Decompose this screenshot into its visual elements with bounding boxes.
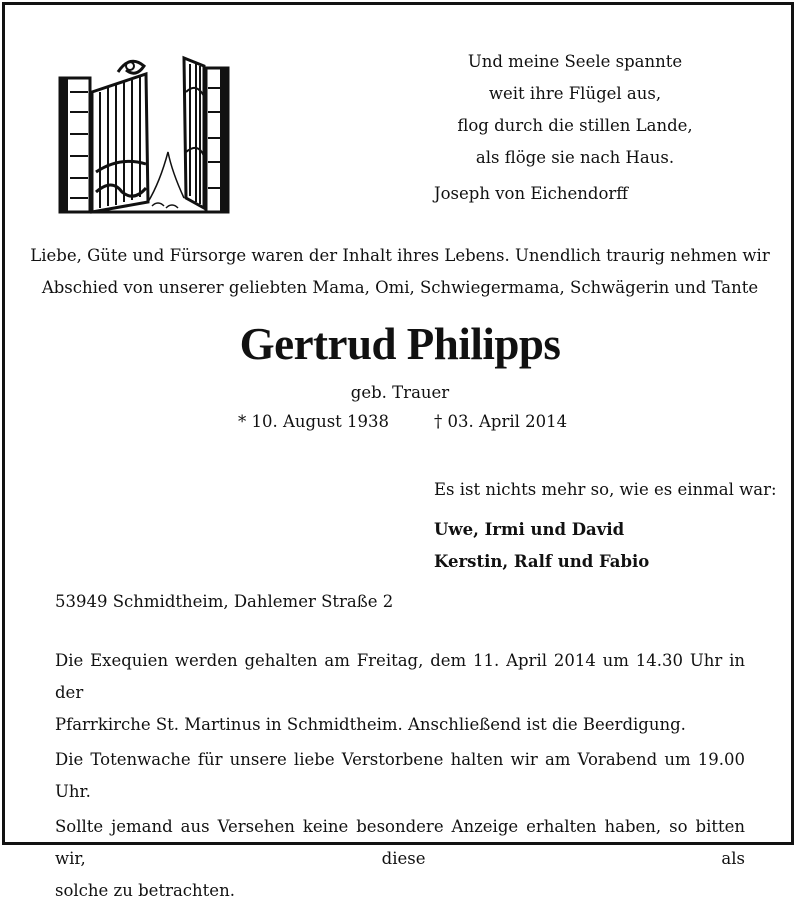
poem-line: flog durch die stillen Lande, (457, 116, 693, 135)
intro-line: Liebe, Güte und Fürsorge waren der Inhalt ihres Lebens. Unendlich traurig nehmen wir (30, 246, 770, 265)
notices (55, 645, 745, 910)
versehen-notice (55, 811, 745, 907)
intro-text (30, 240, 770, 304)
mourners-quote: Es ist nichts mehr so, wie es einmal war: (434, 480, 777, 499)
poem (430, 46, 720, 174)
family-names: Uwe, Irmi und David (434, 520, 625, 539)
poem-line: als flöge sie nach Haus. (475, 148, 675, 167)
open-gate-icon (56, 52, 232, 216)
intro-line: Abschied von unserer geliebten Mama, Omi, Schwiegermama, Schwägerin und Tante (41, 278, 759, 297)
poem-line: weit ihre Flügel aus, (488, 84, 662, 103)
poem-author: Joseph von Eichendorff (434, 184, 629, 203)
notice-line: solche zu betrachten. (55, 881, 235, 900)
exequien-notice (55, 645, 745, 741)
family-names: Kerstin, Ralf und Fabio (434, 552, 650, 571)
totenwache-notice: Die Totenwache für unsere liebe Verstorbene halten wir am Vorabend um 19.00 Uhr. (55, 750, 745, 801)
mourners-list (434, 514, 649, 578)
death-date: † 03. April 2014 (434, 412, 568, 431)
poem-line: Und meine Seele spannte (467, 52, 683, 71)
birth-date: * 10. August 1938 (238, 412, 390, 431)
maiden-name: geb. Trauer (350, 383, 450, 402)
notice-line: Pfarrkirche St. Martinus in Schmidtheim. Anschließend ist die Beerdigung. (55, 715, 686, 734)
address: 53949 Schmidtheim, Dahlemer Straße 2 (55, 592, 394, 611)
notice-line: Die Exequien werden gehalten am Freitag, dem 11. April 2014 um 14.30 Uhr in der (55, 651, 745, 702)
notice-line: Sollte jemand aus Versehen keine besondere Anzeige erhalten haben, so bitten wir, diese als (55, 817, 745, 868)
deceased-name: Gertrud Philipps (239, 319, 561, 369)
